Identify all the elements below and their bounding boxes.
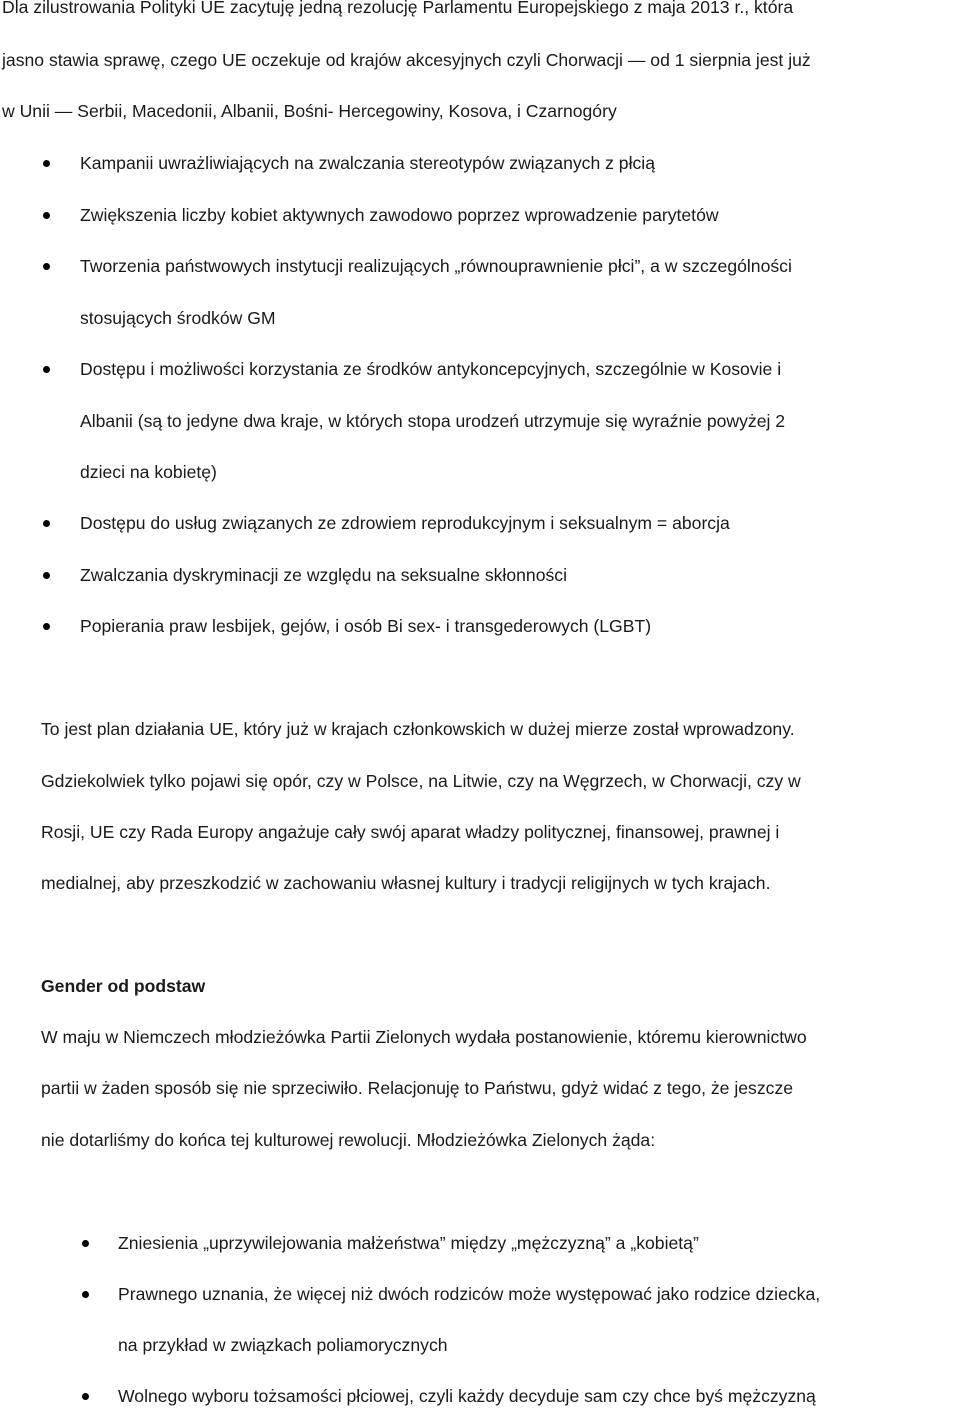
bullet-icon [82,1291,89,1298]
plan-line: To jest plan działania UE, który już w krajach członkowskich w dużej mierze został wprowadzony. [41,719,795,739]
plan-line: medialnej, aby przeszkodzić w zachowaniu własnej kultury i tradycji religijnych w tych krajach. [41,873,771,893]
list-item: Prawnego uznania, że więcej niż dwóch rodziców może występować jako rodzice dziecka, [118,1284,821,1304]
intro-line: w Unii — Serbii, Macedonii, Albanii, Bośni- Hercegowiny, Kosova, i Czarnogóry [2,101,617,121]
bullet-icon [43,572,50,579]
list-item: Kampanii uwrażliwiających na zwalczania stereotypów związanych z płcią [80,153,655,173]
bullet-icon [82,1393,89,1400]
list-item: Zniesienia „uprzywilejowania małżeństwa” między „mężczyzną” a „kobietą” [118,1233,699,1253]
list-item-continuation: Albanii (są to jedyne dwa kraje, w których stopa urodzeń utrzymuje się wyraźnie powyżej 2 [80,411,786,431]
list-item: Dostępu i możliwości korzystania ze środków antykoncepcyjnych, szczególnie w Kosovie i [80,359,782,379]
list-item: Zwalczania dyskryminacji ze względu na seksualne skłonności [80,565,567,585]
bullet-icon [43,160,50,167]
section-heading: Gender od podstaw [41,976,206,996]
bullet-icon [43,623,50,630]
list-item-continuation: dzieci na kobietę) [80,462,217,482]
list-item: Zwiększenia liczby kobiet aktywnych zawodowo poprzez wprowadzenie parytetów [80,205,719,225]
bullet-icon [43,212,50,219]
list-item: Wolnego wyboru tożsamości płciowej, czyli każdy decyduje sam czy chce byś mężczyzną [118,1386,816,1406]
list-item: Dostępu do usług związanych ze zdrowiem reprodukcyjnym i seksualnym = aborcja [80,513,730,533]
list-item-continuation: na przykład w związkach poliamorycznych [118,1335,448,1355]
list-item: Tworzenia państwowych instytucji realizujących „równouprawnienie płci”, a w szczególności [80,256,792,276]
list-item-continuation: stosujących środków GM [80,308,276,328]
list-item: Popierania praw lesbijek, gejów, i osób Bi sex- i transgederowych (LGBT) [80,616,652,636]
section-line: nie dotarliśmy do końca tej kulturowej rewolucji. Młodzieżówka Zielonych żąda: [41,1130,656,1150]
bullet-icon [82,1240,89,1247]
bullet-icon [43,520,50,527]
plan-line: Rosji, UE czy Rada Europy angażuje cały swój aparat władzy politycznej, finansowej, prawnej i [41,822,780,842]
intro-line: jasno stawia sprawę, czego UE oczekuje od krajów akcesyjnych czyli Chorwacji — od 1 sierpnia jest już [2,50,811,70]
bullet-icon [43,263,50,270]
bullet-icon [43,366,50,373]
plan-line: Gdziekolwiek tylko pojawi się opór, czy w Polsce, na Litwie, czy na Węgrzech, w Chorwacji, czy w [41,771,801,791]
section-line: partii w żaden sposób się nie sprzeciwiło. Relacjonuję to Państwu, gdyż widać z tego, że jeszcze [41,1078,794,1098]
section-line: W maju w Niemczech młodzieżówka Partii Zielonych wydała postanowienie, któremu kierownictwo [41,1027,807,1047]
intro-line: Dla zilustrowania Polityki UE zacytuję jedną rezolucję Parlamentu Europejskiego z maja 2013 r., która [2,0,794,17]
